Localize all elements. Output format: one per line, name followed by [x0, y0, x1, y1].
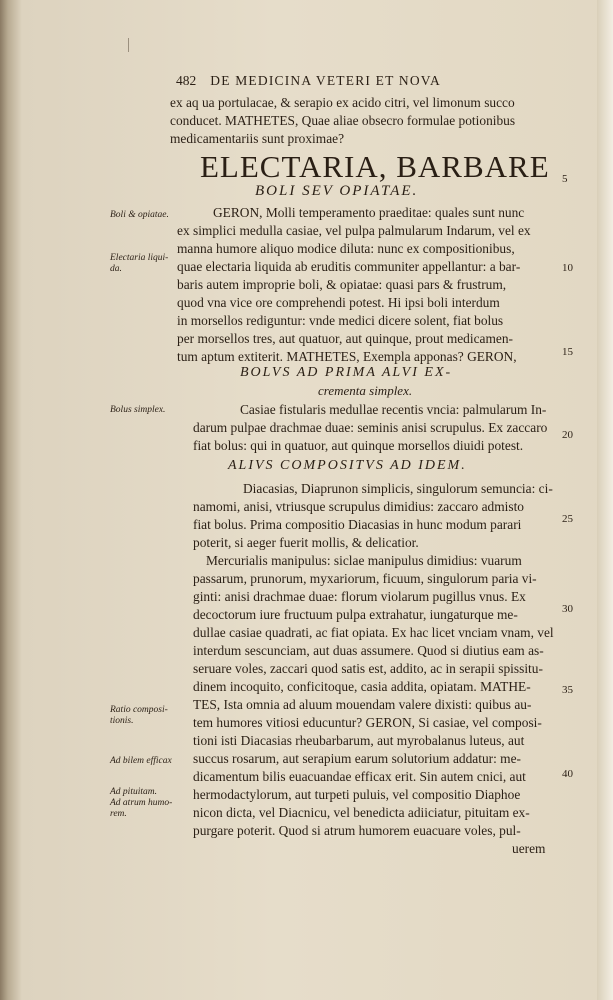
body-line-15: fiat bolus: qui in quatuor, aut quinque morsellos diuidi potest. [193, 438, 524, 453]
body-line-12: tum aptum extiterit. MATHETES, Exempla apponas? GERON, [177, 349, 517, 364]
body-line-1: ex aq ua portulacae, & serapio ex acido citri, vel limonum succo [170, 95, 515, 110]
margin-note-bilem: Ad bilem efficax [110, 756, 172, 766]
line-number-30: 30 [562, 603, 573, 615]
body-line-10: in morsellos rediguntur: vnde medici dicere solent, fiat bolus [177, 313, 504, 328]
body-line-36: uerem [512, 841, 546, 856]
line-number-5: 5 [562, 173, 568, 185]
margin-note-electaria-2: da. [110, 264, 122, 274]
body-line-6: manna humore aliquo modice diluta: nunc ex compositionibus, [177, 241, 515, 256]
line-number-35: 35 [562, 684, 573, 696]
line-number-40: 40 [562, 768, 573, 780]
margin-note-ratio-2: tionis. [110, 716, 134, 726]
line-number-10: 10 [562, 262, 573, 274]
page-edge [597, 0, 613, 1000]
body-line-5: ex simplici medulla casiae, vel pulpa palmularum Indarum, vel ex [177, 223, 531, 238]
line-number-15: 15 [562, 346, 573, 358]
body-line-24: dullae casiae quadrati, ac fiat opiata. Ex hac licet vnciam vnam, vel [193, 625, 554, 640]
body-line-13: Casiae fistularis medullae recentis vncia: palmularum In- [240, 402, 547, 417]
body-line-21: passarum, prunorum, myxariorum, ficuum, singulorum paria vi- [193, 571, 537, 586]
margin-note-ratio: Ratio composi- [110, 705, 168, 715]
margin-note-atrum: Ad atrum humo- [110, 798, 173, 808]
heading-bolus-simplex-continued: crementa simplex. [318, 383, 413, 398]
body-line-18: fiat bolus. Prima compositio Diacasias in hunc modum parari [193, 517, 522, 532]
body-line-31: succus rosarum, aut serapium earum solutorium addatur: me- [193, 751, 521, 766]
body-line-16: Diacasias, Diaprunon simplicis, singulorum semuncia: ci- [243, 481, 553, 496]
margin-note-boli: Boli & opiatae. [110, 210, 169, 220]
body-line-34: nicon dicta, vel Diacnicu, vel benedicta adiiciatur, pituitam ex- [193, 805, 530, 820]
body-line-35: purgare poterit. Quod si atrum humorem euacuare voles, pul- [193, 823, 521, 838]
body-line-32: dicamentum bilis euacuandae efficax erit. Sin autem cnici, aut [193, 769, 526, 784]
body-line-29: tem humores vitiosi educuntur? GERON, Si casiae, vel composi- [193, 715, 542, 730]
body-line-33: hermodactylorum, aut turpeti puluis, vel compositio Diaphoe [193, 787, 521, 802]
body-line-17: namomi, anisi, vtriusque scrupulus dimidius: zaccaro admisto [193, 499, 524, 514]
margin-note-bolus-simplex: Bolus simplex. [110, 405, 166, 415]
body-line-11: per morsellos tres, aut quatuor, aut quinque, prout medicamen- [177, 331, 513, 346]
margin-note-electaria: Electaria liqui- [110, 253, 169, 263]
body-line-20: Mercurialis manipulus: siclae manipulus dimidius: vuarum [206, 553, 522, 568]
body-line-3: medicamentariis sunt proximae? [170, 131, 345, 146]
body-line-8: baris autem improprie boli, & opiatae: quasi pars & frustrum, [177, 277, 507, 292]
pencil-mark [128, 38, 129, 52]
running-header [176, 73, 441, 89]
body-line-19: poterit, si aeger fuerit mollis, & delicatior. [193, 535, 419, 550]
section-subtitle: BOLI SEV OPIATAE. [255, 183, 419, 199]
body-line-9: quod vna vice ore comprehendi potest. Hi ipsi boli interdum [177, 295, 500, 310]
line-number-20: 20 [562, 429, 573, 441]
body-line-14: darum pulpae drachmae duae: seminis anisi scrupulus. Ex zaccaro [193, 420, 548, 435]
body-line-4: GERON, Molli temperamento praeditae: quales sunt nunc [213, 205, 525, 220]
body-line-28: TES, Ista omnia ad aluum mouendam valere dixisti: quibus au- [193, 697, 532, 712]
margin-note-pituitam: Ad pituitam. [110, 787, 157, 797]
body-line-7: quae electaria liquida ab eruditis communiter appellantur: a bar- [177, 259, 521, 274]
body-line-26: seruare voles, zaccari quod satis est, addito, ac in serapii spissitu- [193, 661, 543, 676]
body-line-30: tioni isti Diacasias rheubarbarum, aut myrobalanus luteus, aut [193, 733, 525, 748]
body-line-23: decoctorum iure fructuum pulpa extrahatur, iungaturque me- [193, 607, 518, 622]
margin-note-atrum-2: rem. [110, 809, 127, 819]
heading-bolus-simplex: BOLVS AD PRIMA ALVI EX- [240, 365, 453, 380]
body-line-27: dinem incoquito, conficitoque, casia addita, opiatam. MATHE- [193, 679, 531, 694]
body-line-22: ginti: anisi drachmae duae: florum violarum pugillus vnus. Ex [193, 589, 526, 604]
page-number: 482 [176, 73, 197, 88]
heading-alius-compositus: ALIVS COMPOSITVS AD IDEM. [228, 458, 467, 473]
body-line-25: interdum sescunciam, aut duas assumere. Quod si diutius eam as- [193, 643, 544, 658]
section-title: ELECTARIA, BARBARE [200, 149, 550, 184]
running-title: DE MEDICINA VETERI ET NOVA [210, 73, 441, 88]
body-line-2: conducet. MATHETES, Quae aliae obsecro formulae potionibus [170, 113, 516, 128]
line-number-25: 25 [562, 513, 573, 525]
